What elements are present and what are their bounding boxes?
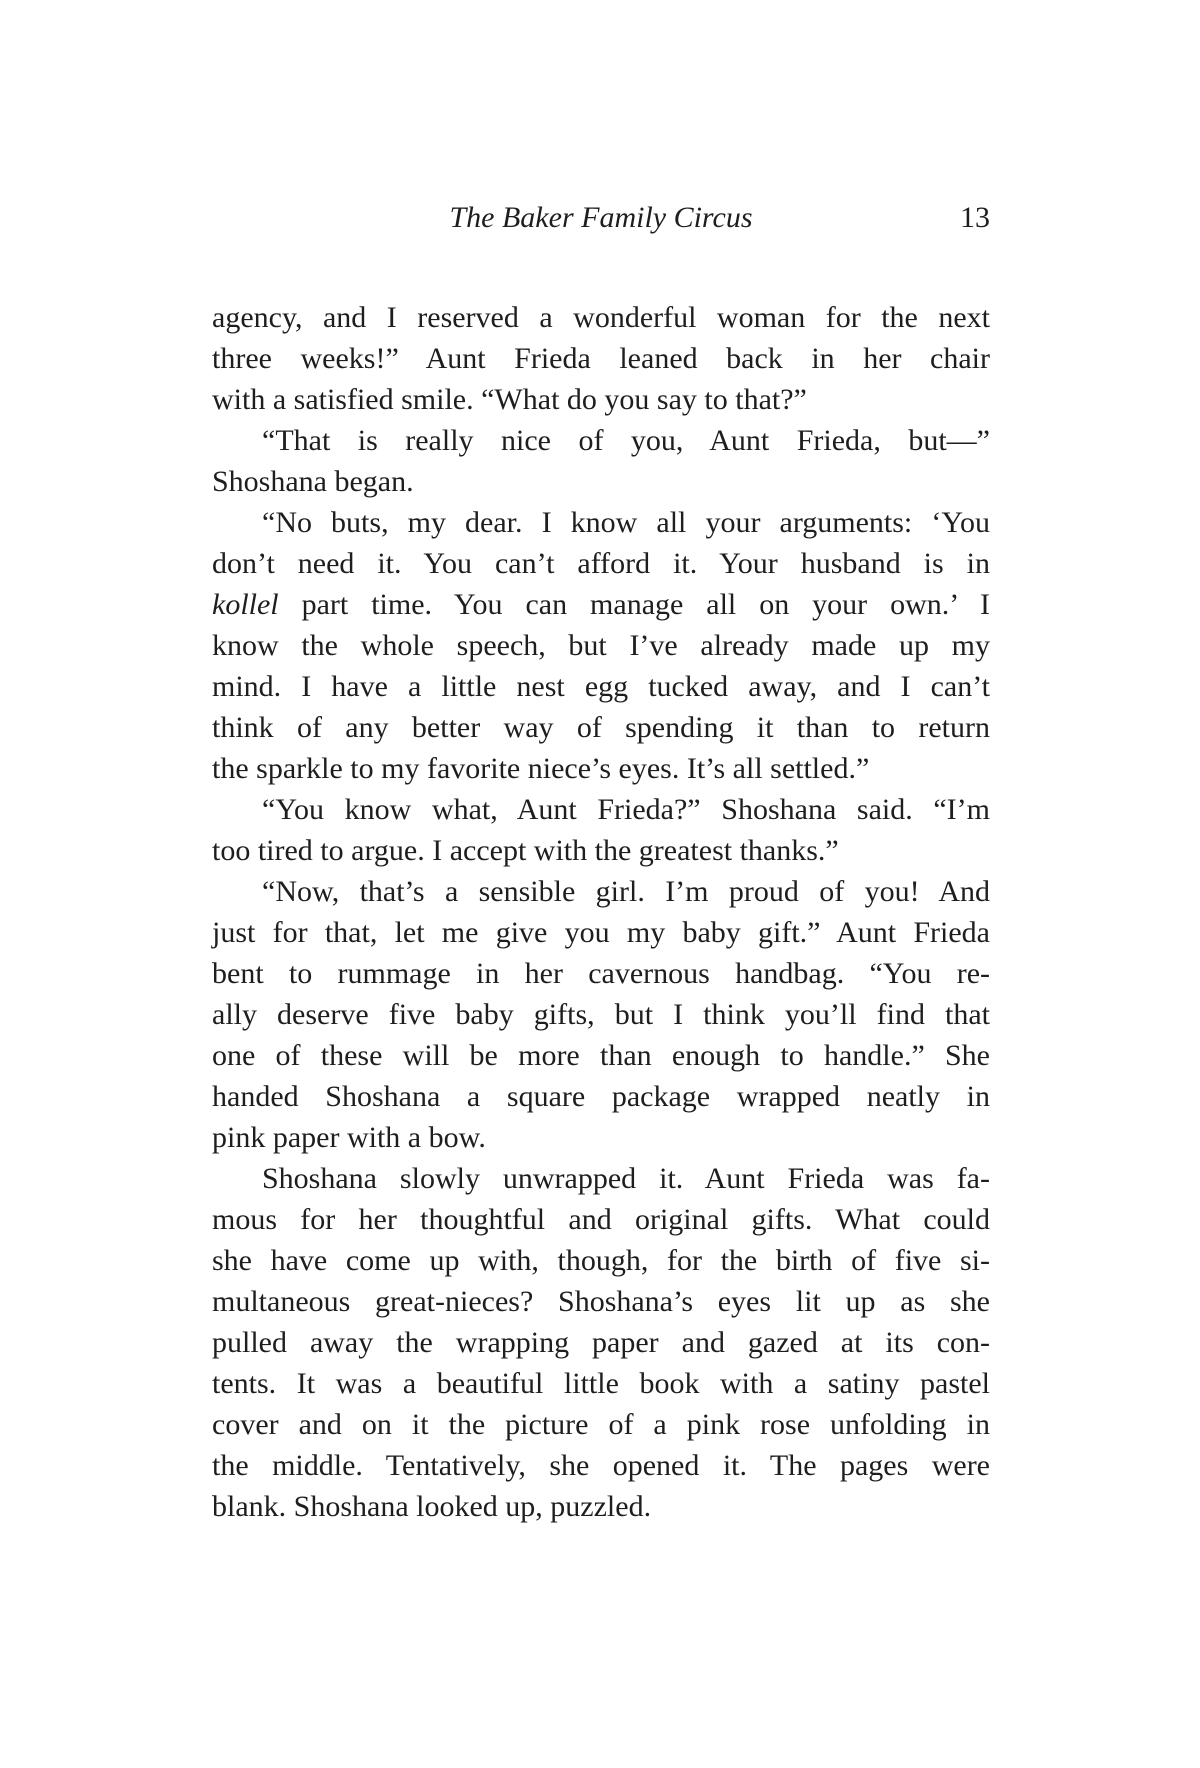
text-line	[212, 707, 990, 748]
text-line	[212, 1486, 990, 1527]
text-segment: blank. Shoshana looked up, puzzled.	[212, 1490, 652, 1523]
text-segment: Shoshana began.	[212, 465, 414, 498]
text-segment: with a satisfied smile. “What do you say to that?”	[212, 383, 807, 416]
text-segment: “Now, that’s a sensible girl. I’m proud of you! And	[262, 875, 990, 908]
text-line	[212, 297, 990, 338]
paragraph	[212, 420, 990, 502]
text-segment: just for that, let me give you my baby gift.” Aunt Frieda	[212, 916, 990, 949]
text-segment: the middle. Tentatively, she opened it. The pages were	[212, 1449, 990, 1482]
text-segment: multaneous great-nieces? Shoshana’s eyes lit up as she	[212, 1285, 990, 1318]
text-segment: mind. I have a little nest egg tucked away, and I can’t	[212, 670, 990, 703]
text-line	[212, 994, 990, 1035]
text-line	[212, 625, 990, 666]
text-segment: she have come up with, though, for the birth of five si-	[212, 1244, 990, 1277]
text-segment: one of these will be more than enough to handle.” She	[212, 1039, 990, 1072]
paragraph	[212, 297, 990, 420]
text-line	[212, 1158, 990, 1199]
text-line	[212, 1117, 990, 1158]
text-line	[212, 420, 990, 461]
text-segment: “No buts, my dear. I know all your arguments: ‘You	[262, 506, 990, 539]
paragraph	[212, 871, 990, 1158]
text-segment: tents. It was a beautiful little book with a satiny pastel	[212, 1367, 990, 1400]
text-segment: pink paper with a bow.	[212, 1121, 486, 1154]
text-segment: the sparkle to my favorite niece’s eyes. It’s all settled.”	[212, 752, 870, 785]
running-header	[212, 197, 990, 238]
text-line	[212, 1322, 990, 1363]
text-line	[212, 666, 990, 707]
text-line	[212, 338, 990, 379]
text-segment: don’t need it. You can’t afford it. Your husband is in	[212, 547, 990, 580]
text-segment: “That is really nice of you, Aunt Frieda, but—”	[262, 424, 990, 457]
italic-text-segment: kollel	[212, 588, 279, 621]
text-segment: think of any better way of spending it than to return	[212, 711, 990, 744]
text-line	[212, 461, 990, 502]
text-line	[212, 1445, 990, 1486]
text-line	[212, 830, 990, 871]
text-line	[212, 1363, 990, 1404]
text-line	[212, 1035, 990, 1076]
text-line	[212, 1199, 990, 1240]
text-line	[212, 1281, 990, 1322]
text-segment: cover and on it the picture of a pink rose unfolding in	[212, 1408, 990, 1441]
text-line	[212, 748, 990, 789]
text-segment: pulled away the wrapping paper and gazed at its con-	[212, 1326, 990, 1359]
text-segment: mous for her thoughtful and original gifts. What could	[212, 1203, 990, 1236]
text-line	[212, 871, 990, 912]
text-line	[212, 379, 990, 420]
text-segment: ally deserve five baby gifts, but I think you’ll find that	[212, 998, 990, 1031]
body-text	[212, 297, 990, 1527]
text-segment: agency, and I reserved a wonderful woman for the next	[212, 301, 990, 334]
text-segment: bent to rummage in her cavernous handbag. “You re-	[212, 957, 990, 990]
text-line	[212, 543, 990, 584]
text-line	[212, 502, 990, 543]
paragraph	[212, 1158, 990, 1527]
text-line	[212, 1404, 990, 1445]
text-segment: three weeks!” Aunt Frieda leaned back in her chair	[212, 342, 990, 375]
text-segment: part time. You can manage all on your own.’ I	[278, 588, 990, 621]
text-segment: know the whole speech, but I’ve already made up my	[212, 629, 990, 662]
text-line	[212, 584, 990, 625]
text-line	[212, 953, 990, 994]
paragraph	[212, 502, 990, 789]
text-line	[212, 1240, 990, 1281]
text-line	[212, 789, 990, 830]
text-segment: handed Shoshana a square package wrapped neatly in	[212, 1080, 990, 1113]
text-segment: “You know what, Aunt Frieda?” Shoshana said. “I’m	[262, 793, 990, 826]
page-number: 13	[960, 201, 990, 234]
running-header-title: The Baker Family Circus	[449, 201, 753, 234]
text-segment: Shoshana slowly unwrapped it. Aunt Frieda was fa-	[262, 1162, 990, 1195]
text-line	[212, 912, 990, 953]
text-segment: too tired to argue. I accept with the greatest thanks.”	[212, 834, 839, 867]
paragraph	[212, 789, 990, 871]
text-line	[212, 1076, 990, 1117]
